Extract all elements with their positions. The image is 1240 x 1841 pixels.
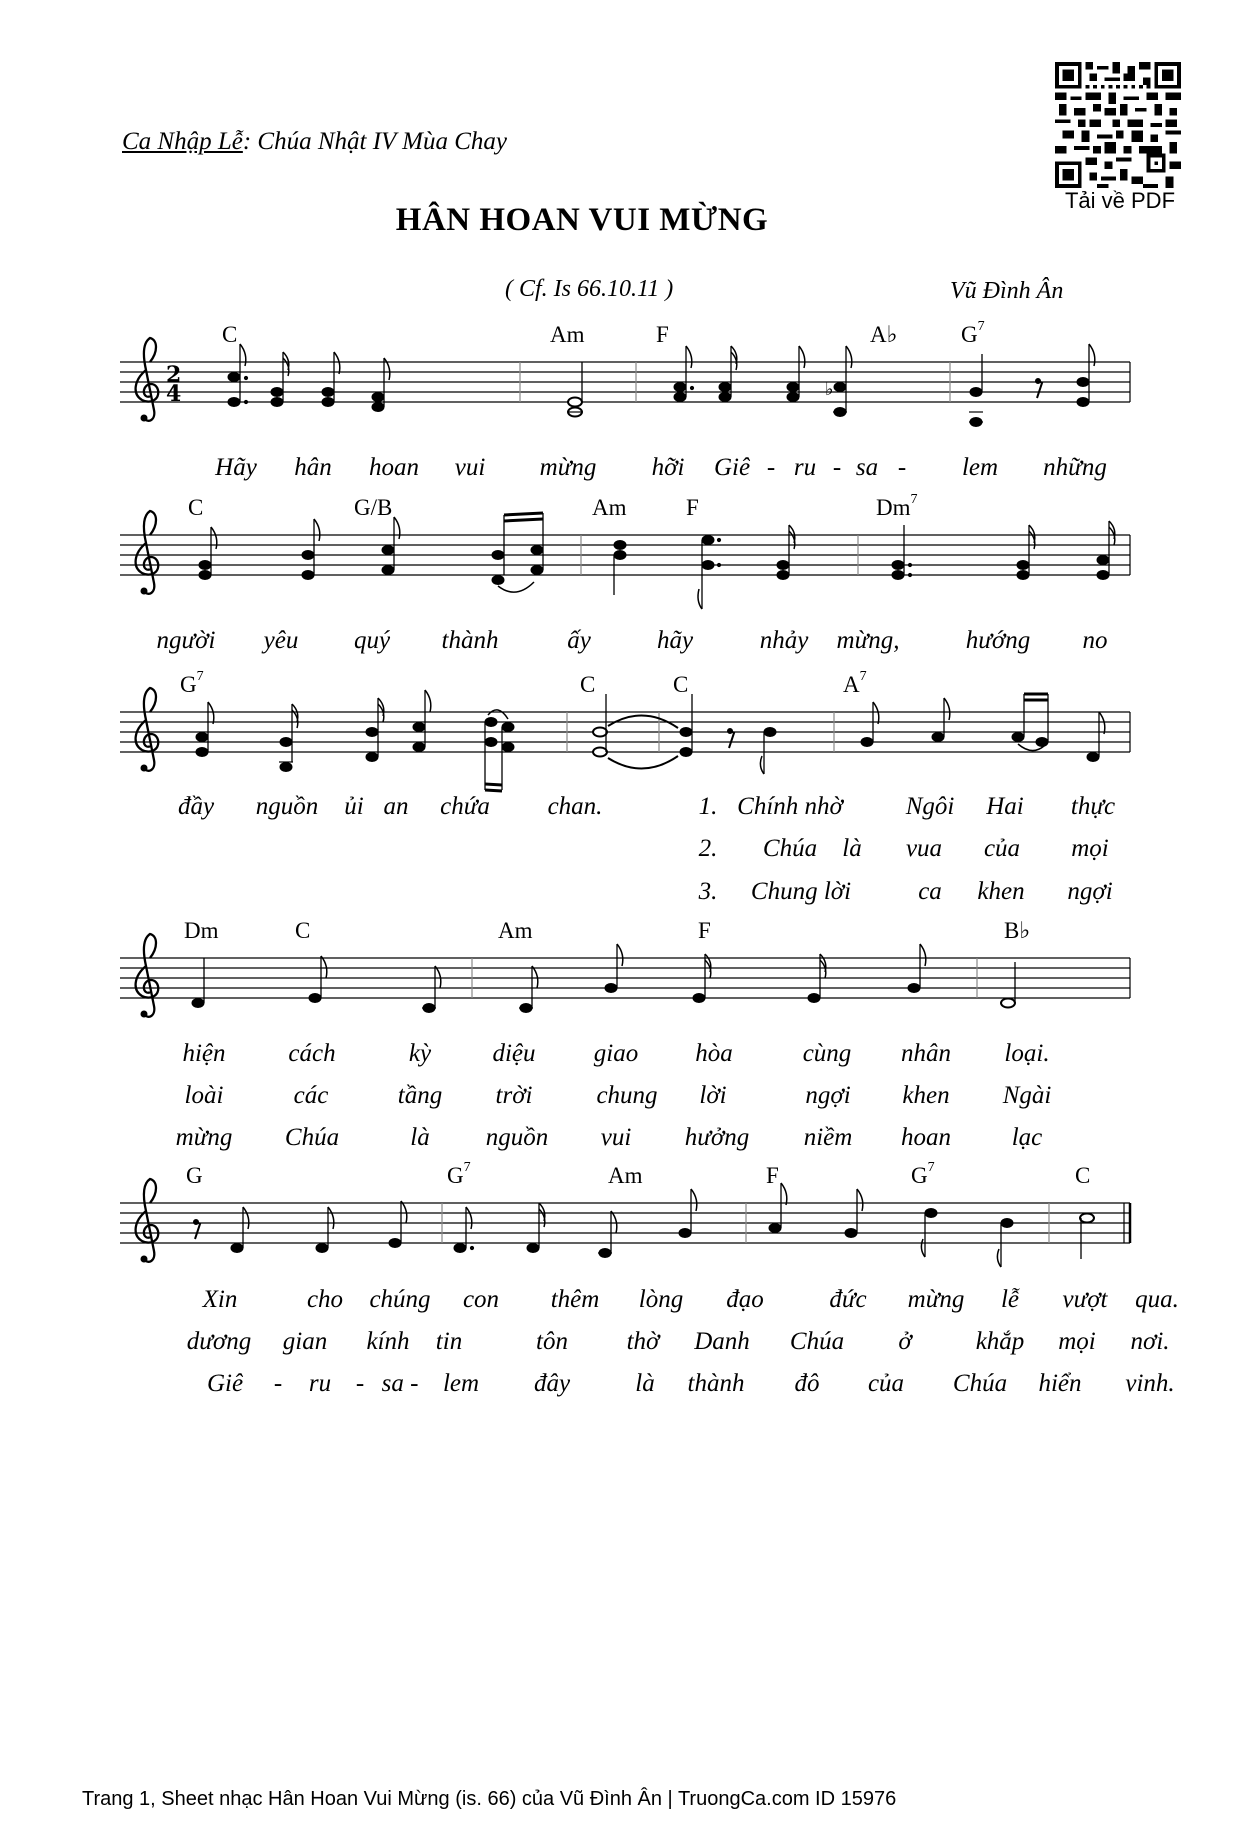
chord-symbol: F <box>656 322 669 347</box>
lyric-syllable: 3. <box>698 878 718 905</box>
lyric-syllable: nhân <box>901 1040 951 1067</box>
lyric-syllable: hòa <box>695 1040 733 1067</box>
subtitle-label: Ca Nhập Lễ <box>122 128 243 155</box>
lyric-syllable: người <box>156 627 216 654</box>
lyric-syllable: Chúa <box>952 1370 1008 1397</box>
lyric-syllable: giao <box>593 1040 639 1067</box>
lyric-syllable: mừng <box>907 1286 965 1313</box>
chord-symbol: B♭ <box>1004 918 1031 943</box>
lyric-syllable: gian <box>282 1328 328 1355</box>
lyric-syllable: Danh <box>694 1328 750 1355</box>
lyric-syllable: lòng <box>638 1286 684 1313</box>
lyric-syllable: hoan <box>901 1124 951 1151</box>
lyric-syllable: chan. <box>547 793 603 820</box>
lyric-syllable: Xin <box>202 1286 238 1313</box>
chord-symbol: $G^7$ <box>180 669 204 697</box>
lyric-syllable: hưởng <box>684 1124 750 1151</box>
staff-notation <box>0 340 1240 430</box>
lyric-syllable: Chúa <box>762 835 818 862</box>
lyric-syllable: vui <box>600 1124 632 1151</box>
lyric-syllable: thêm <box>550 1286 600 1313</box>
lyric-syllable: 1. <box>698 793 718 820</box>
lyric-syllable: lem <box>442 1370 480 1397</box>
lyric-syllable: hoan <box>369 454 419 481</box>
chord-symbol: $G^7$ <box>961 319 985 347</box>
lyric-syllable: cho <box>306 1286 344 1313</box>
staff-notation <box>0 690 1240 800</box>
lyric-syllable: kính <box>366 1328 410 1355</box>
lyric-syllable: là <box>410 1124 430 1151</box>
lyric-syllable: sa <box>855 454 879 481</box>
lyric-syllable: - <box>766 454 776 481</box>
lyric-syllable: ru <box>793 454 817 481</box>
lyric-syllable: những <box>1043 454 1107 481</box>
chord-symbol: C <box>295 918 311 943</box>
chord-symbol: Dm <box>184 918 219 943</box>
lyric-syllable: khắp <box>975 1328 1025 1355</box>
lyric-syllable: Chúa <box>789 1328 845 1355</box>
lyric-syllable: mừng <box>175 1124 233 1151</box>
lyric-syllable: vua <box>905 835 943 862</box>
lyric-syllable: quý <box>353 627 391 654</box>
lyric-syllable: hỡi <box>651 454 685 481</box>
lyric-syllable: ca <box>918 878 942 905</box>
lyric-syllable: Ngài <box>1002 1082 1052 1109</box>
chord-symbol: Am <box>498 918 533 943</box>
lyric-syllable: thực <box>1070 793 1116 820</box>
lyric-syllable: đức <box>829 1286 867 1313</box>
lyric-syllable: cùng <box>802 1040 852 1067</box>
lyric-syllable: lem <box>961 454 999 481</box>
lyric-syllable: ngợi <box>805 1082 851 1109</box>
chord-symbol: C <box>673 672 689 697</box>
lyric-syllable: thành <box>687 1370 745 1397</box>
lyric-syllable: nguồn <box>485 1124 549 1151</box>
lyric-syllable: Chúa <box>284 1124 340 1151</box>
lyric-syllable: Giê <box>206 1370 244 1397</box>
lyric-syllable: chúng <box>369 1286 431 1313</box>
lyric-syllable: hãy <box>656 627 694 654</box>
mass-section-subtitle <box>122 128 507 156</box>
lyric-syllable: nơi. <box>1130 1328 1170 1355</box>
chord-symbol: G <box>186 1163 203 1188</box>
lyric-syllable: lễ <box>1000 1286 1020 1313</box>
lyric-syllable: mừng <box>539 454 597 481</box>
lyric-syllable: mọi <box>1058 1328 1096 1355</box>
lyric-syllable: ở <box>898 1328 912 1355</box>
lyric-syllable: tầng <box>397 1082 443 1109</box>
chord-symbol: $G^7$ <box>911 1160 935 1188</box>
lyric-syllable: ru <box>308 1370 332 1397</box>
lyric-syllable: đô <box>794 1370 820 1397</box>
lyric-syllable: đây <box>533 1370 571 1397</box>
chord-symbol: Am <box>592 495 627 520</box>
lyric-syllable: hiện <box>182 1040 226 1067</box>
svg-text:2: 2 <box>166 362 182 388</box>
lyric-syllable: Hai <box>986 793 1024 820</box>
lyric-syllable: của <box>983 835 1021 862</box>
scripture-reference: ( Cf. Is 66.10.11 ) <box>505 276 674 302</box>
lyric-syllable: khen <box>902 1082 950 1109</box>
lyric-syllable: khen <box>977 878 1025 905</box>
lyric-syllable: lời <box>699 1082 727 1109</box>
lyric-syllable: hân <box>294 454 332 481</box>
lyric-syllable: nhảy <box>759 627 809 654</box>
lyric-syllable: hiển <box>1038 1370 1082 1397</box>
chord-symbol: F <box>686 495 699 520</box>
chord-symbol: Am <box>550 322 585 347</box>
lyric-syllable: trời <box>495 1082 533 1109</box>
chord-symbol: A♭ <box>870 322 898 347</box>
lyric-syllable: 2. <box>698 835 718 862</box>
lyric-syllable: cách <box>288 1040 336 1067</box>
lyric-syllable: chung <box>596 1082 658 1109</box>
lyric-syllable: Giê <box>713 454 751 481</box>
chord-symbol: C <box>1075 1163 1091 1188</box>
chord-symbol: Dm$^7$ <box>876 492 918 520</box>
lyric-syllable: - <box>832 454 842 481</box>
lyric-syllable: an <box>383 793 409 820</box>
lyric-syllable: Hãy <box>215 454 257 481</box>
lyric-syllable: - <box>897 454 907 481</box>
staff-notation <box>0 513 1240 623</box>
chord-symbol: C <box>188 495 204 520</box>
lyric-syllable: tin <box>435 1328 463 1355</box>
lyric-syllable: hướng <box>965 627 1031 654</box>
lyric-syllable: của <box>867 1370 905 1397</box>
lyric-syllable: diệu <box>492 1040 536 1067</box>
lyric-syllable: Chung lời <box>750 878 852 905</box>
staff-notation <box>0 1181 1240 1281</box>
lyric-syllable: thờ <box>626 1328 660 1355</box>
chord-symbol: C <box>580 672 596 697</box>
qr-code-icon[interactable] <box>1052 62 1184 188</box>
lyric-syllable: nguồn <box>255 793 319 820</box>
staff-notation <box>0 936 1240 1036</box>
page-footer: Trang 1, Sheet nhạc Hân Hoan Vui Mừng (is. 66) của Vũ Đình Ân | TruongCa.com ID 15976 <box>82 1788 897 1810</box>
lyric-syllable: dương <box>186 1328 252 1355</box>
composer-name: Vũ Đình Ân <box>950 278 1064 304</box>
chord-symbol: $G^7$ <box>447 1160 471 1188</box>
lyric-syllable: ấy <box>567 627 591 654</box>
svg-text:♭: ♭ <box>825 379 834 400</box>
lyric-syllable: đạo <box>726 1286 764 1313</box>
lyric-syllable: tôn <box>536 1328 568 1355</box>
lyric-syllable: Ngôi <box>905 793 955 820</box>
lyric-syllable: ủi <box>344 793 364 820</box>
lyric-syllable: vượt <box>1062 1286 1108 1313</box>
lyric-syllable: sa - <box>381 1370 419 1397</box>
lyric-syllable: vui <box>454 454 486 481</box>
lyric-syllable: là <box>635 1370 655 1397</box>
lyric-syllable: các <box>293 1082 329 1109</box>
lyric-syllable: lạc <box>1011 1124 1043 1151</box>
lyric-syllable: qua. <box>1135 1286 1179 1313</box>
lyric-syllable: vinh. <box>1125 1370 1175 1397</box>
chord-symbol: C <box>222 322 238 347</box>
lyric-syllable: loài <box>184 1082 224 1109</box>
chord-symbol: $A^7$ <box>843 669 867 697</box>
svg-text:4: 4 <box>166 381 182 407</box>
lyric-syllable: Chính nhờ <box>737 793 843 820</box>
song-title: HÂN HOAN VUI MỪNG <box>395 202 769 238</box>
lyric-syllable: niềm <box>803 1124 853 1151</box>
chord-symbol: F <box>698 918 711 943</box>
lyric-syllable: là <box>842 835 862 862</box>
lyric-syllable: con <box>462 1286 500 1313</box>
lyric-syllable: no <box>1082 627 1108 654</box>
lyric-syllable: mừng, <box>836 627 900 654</box>
chord-symbol: G/B <box>354 495 393 520</box>
chord-symbol: F <box>766 1163 779 1188</box>
lyric-syllable: yêu <box>263 627 299 654</box>
chord-symbol: Am <box>608 1163 643 1188</box>
lyric-syllable: ngợi <box>1067 878 1113 905</box>
lyric-syllable: loại. <box>1004 1040 1050 1067</box>
lyric-syllable: kỳ <box>408 1040 432 1067</box>
lyric-syllable: - <box>273 1370 283 1397</box>
lyric-syllable: thành <box>441 627 499 654</box>
lyric-syllable: - <box>355 1370 365 1397</box>
lyric-syllable: mọi <box>1071 835 1109 862</box>
lyric-syllable: đầy <box>177 793 215 820</box>
lyric-syllable: chứa <box>440 793 490 820</box>
subtitle-occasion: : Chúa Nhật IV Mùa Chay <box>242 128 507 155</box>
download-pdf-link[interactable]: Tải về PDF <box>1064 188 1176 213</box>
